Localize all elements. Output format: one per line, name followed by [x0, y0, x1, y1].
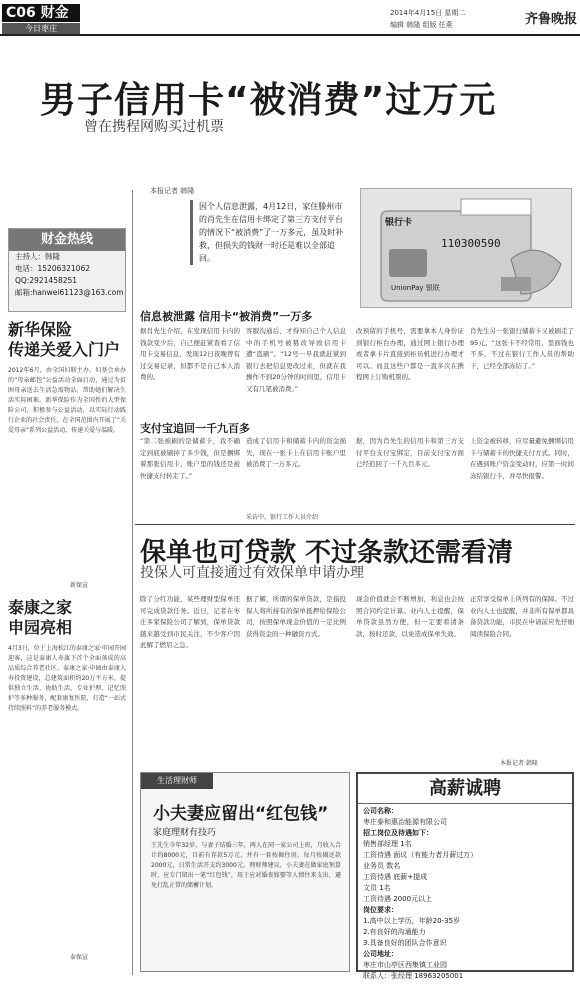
article1-subhead-2: 支付宝追回一千九百多 [140, 422, 250, 435]
card-brand: UnionPay 银联 [391, 284, 440, 292]
article1-col-a: 据肖先生介绍，在发现信用卡内的钱款变少后，自己便赶紧查看了信用卡交易信息，发现12日夜晚曾有过交易记录，但都不是自己本人消费的。 [140, 327, 240, 381]
article1-headline: 男子信用卡“被消费”过万元 [40, 80, 497, 121]
story2-body: 4月3日，位于上海松江的泰康之家·申园开园迎客，这是泰康人寿旗下首个全面落成的高品质综合养老社区。泰康之家·申园由泰康人寿投资建设，总建筑面积约20万平方米，提供独立生活、协助生活、专业护理、记忆照护等多种服务，配套康复医院，打造“一站式持续照料”的养老服务模式。 [8, 645, 126, 712]
ad-address-label: 公司地址： [363, 950, 398, 958]
recruitment-ad [356, 772, 574, 980]
ad-req-3: 3.具备良好的团队合作意识 [363, 939, 447, 947]
hotline-qq: QQ:2921458251 [15, 276, 78, 285]
article1-col-c: 改预留的手机号，需要拿本人身份证到银行柜台办理，通过网上银行办理或者拿卡片直接到柜员机进行办理才可以。而且这些户都是一直多次在携程网上订购机票的。 [356, 327, 464, 381]
story2-title: 泰康之家 [8, 598, 73, 617]
credit-card-image [360, 188, 572, 308]
card-number: 110300590 [441, 237, 501, 250]
article2-col-c: 现金价值就会不断增加，利息也会按照合同约定计算。业内人士提醒，保单贷款虽然方便，但一定要看清条款，按时还款，以免造成保单失效。 [356, 595, 464, 638]
ad-job-label: 招工岗位及待遇如下： [363, 829, 433, 837]
finance-feature-box [140, 772, 350, 972]
ad-req-2: 2.有良好的沟通能力 [363, 928, 426, 936]
story1-title-line2: 传递关爱入门户 [8, 340, 121, 359]
ad-job-3: 业务员 数名 [363, 862, 401, 870]
ad-job-2: 工资待遇 面议（有能力者月薪过万） [363, 851, 478, 859]
story1-title: 新华保险 [8, 320, 73, 339]
hotline-title: 财金热线 [9, 229, 125, 251]
article1-byline: 本报记者 韩隆 [150, 187, 195, 195]
hotline-email: 邮箱:hanwei61123@163.com [15, 288, 124, 297]
ad-company: 枣庄泰和惠治能源有限公司 [363, 818, 447, 826]
story1-signature: 新保宣 [70, 582, 89, 589]
section-label: 今日枣庄 [2, 23, 80, 34]
ad-job-5: 文员 1名 [363, 884, 391, 892]
finance-hotline-box [8, 228, 126, 312]
article1-col-d: 肖先生另一张银行储蓄卡又被刷走了95元。“这张卡不经常用，里面钱也不多，不过在银行工作人员的帮助下，已经全部冻结了。” [470, 327, 574, 370]
article2-col-a: 除了分红功能，某些理财型保单还可完成贷款任务。近日，记者在枣庄多家保险公司了解到，保单贷款越来越受到市民关注，不少客户因此解了燃眉之急。 [140, 595, 240, 649]
story2-signature: 泰保宣 [70, 954, 89, 961]
masthead: 齐鲁晚报 [525, 12, 578, 27]
header-rule [0, 34, 580, 36]
article1-col-e: “第二张被刷的是储蓄卡，我不确定到底被刷掉了多少钱，但是捆绑着那张信用卡，账户里的钱还是被快捷支付转走了。” [140, 437, 240, 480]
article2-col-b: 据了解，所谓的保单贷款，是指投保人将所持有的保单抵押给保险公司，按照保单现金价值的一定比例获得资金的一种融资方式。 [246, 595, 346, 638]
ad-job-4: 工资待遇 底薪+提成 [363, 873, 428, 881]
ad-company-label: 公司名称： [363, 807, 398, 815]
hotline-phone: 电话：15206321062 [15, 264, 90, 273]
page-header [0, 4, 580, 34]
column-divider [132, 190, 133, 975]
article2-col-d: 正常享受保单上所列有的保障。不过业内人士也提醒，并非所有保单都具备贷款功能，市民在申请前应先仔细阅读保险合同。 [470, 595, 574, 638]
feature-subtitle: 家庭理财有技巧 [153, 828, 217, 838]
ad-job-6: 工资待遇 2000元以上 [363, 895, 433, 903]
feature-title: 小夫妻应留出“红包钱” [153, 804, 329, 824]
ad-job-1: 销售部经理 1名 [363, 840, 412, 848]
issue-date: 2014年4月15日 星期二 [390, 9, 466, 17]
article2-headline: 保单也可贷款 不过条款还需看清 [140, 538, 514, 568]
editor-credits: 编辑 韩隆 组版 任燕 [390, 21, 453, 29]
article1-col-g: 据，因为肖先生的信用卡和第三方支付平台支付宝绑定，目前支付宝方面已经追回了一千九百多元。 [356, 437, 464, 468]
card-label: 银行卡 [385, 218, 413, 228]
story1-body: 2012年6月，由全国妇联主办，妇基会承办的“母亲邮包”公益活动全面启动，通过为贫困母亲送去生活急需物品，帮助她们解决生活实际困难。新华保险作为全国性的大型保险公司，积极参与公益活动，以实际行动践行企业的社会责任，在全国范围内开展了“关爱母亲”系列公益活动，传递关爱与温暖。 [8, 367, 126, 434]
ad-address: 枣庄市山亭区西集镇工业园 [363, 961, 447, 969]
section-divider [135, 524, 575, 525]
feature-tag: 生活理财师 [141, 773, 213, 789]
article2-subheadline: 投保人可直接通过有效保单申请办理 [140, 565, 364, 581]
ad-title: 高薪诚聘 [358, 774, 572, 804]
ad-req-1: 1.高中以上学历，年龄20-35岁 [363, 917, 461, 925]
article1-signature: 采访中，银行工作人员介绍 [246, 514, 319, 521]
story2-title-line2: 申园亮相 [8, 618, 73, 637]
article1-subhead-1: 信息被泄露 信用卡“被消费”一万多 [140, 310, 313, 323]
article2-signature: 本报记者 韩隆 [500, 760, 538, 767]
page-code: C06 财金 [2, 4, 80, 22]
article1-col-f: 造成了信用卡和储蓄卡内的资金损失，现在一张卡上在信用卡账户里被消费了一万多元。 [246, 437, 346, 468]
article1-lead: 因个人信息泄露，4月12日，家住滕州市的肖先生在信用卡绑定了第三方支付平台的情况下“被消费”了一万多元，虽及时补救，但损失的钱财一时还是难以全部追回。 [190, 200, 350, 265]
ad-req-label: 岗位要求： [363, 906, 398, 914]
article1-subheadline: 曾在携程网购买过机票 [84, 119, 224, 135]
article1-col-h: 上资金被转移，应尽量避免捆绑信用卡与储蓄卡的快捷支付方式。同时，在遇到账户资金变动时，应第一时间冻结银行卡，并尽快报警。 [470, 437, 574, 480]
hotline-host: 主持人：韩隆 [15, 252, 60, 261]
feature-body: 王先生今年32岁，与妻子结婚三年，两人在同一家公司上班，月收入合计约8000元，目前有存款5万元，并有一套按揭住房。每月按揭还款2000元，日常生活开支约3000元。理财师建议，小夫妻在做家庭预算时，应专门留出一笔“红包钱”，用于应对婚丧嫁娶等人情往来支出，避免打乱正常的储蓄计划。 [151, 842, 341, 889]
ad-contact: 联系人：张经理 18963205001 [363, 972, 464, 980]
article1-col-b: 客服沟通后，才得知自己个人信息中的手机号被篡改导致信用卡遭“盗刷”。“12号一早我就赶紧到银行去把信息更改过来，但就在我操作不到20分钟的时间里，信用卡又有几笔被消费。” [246, 327, 346, 393]
